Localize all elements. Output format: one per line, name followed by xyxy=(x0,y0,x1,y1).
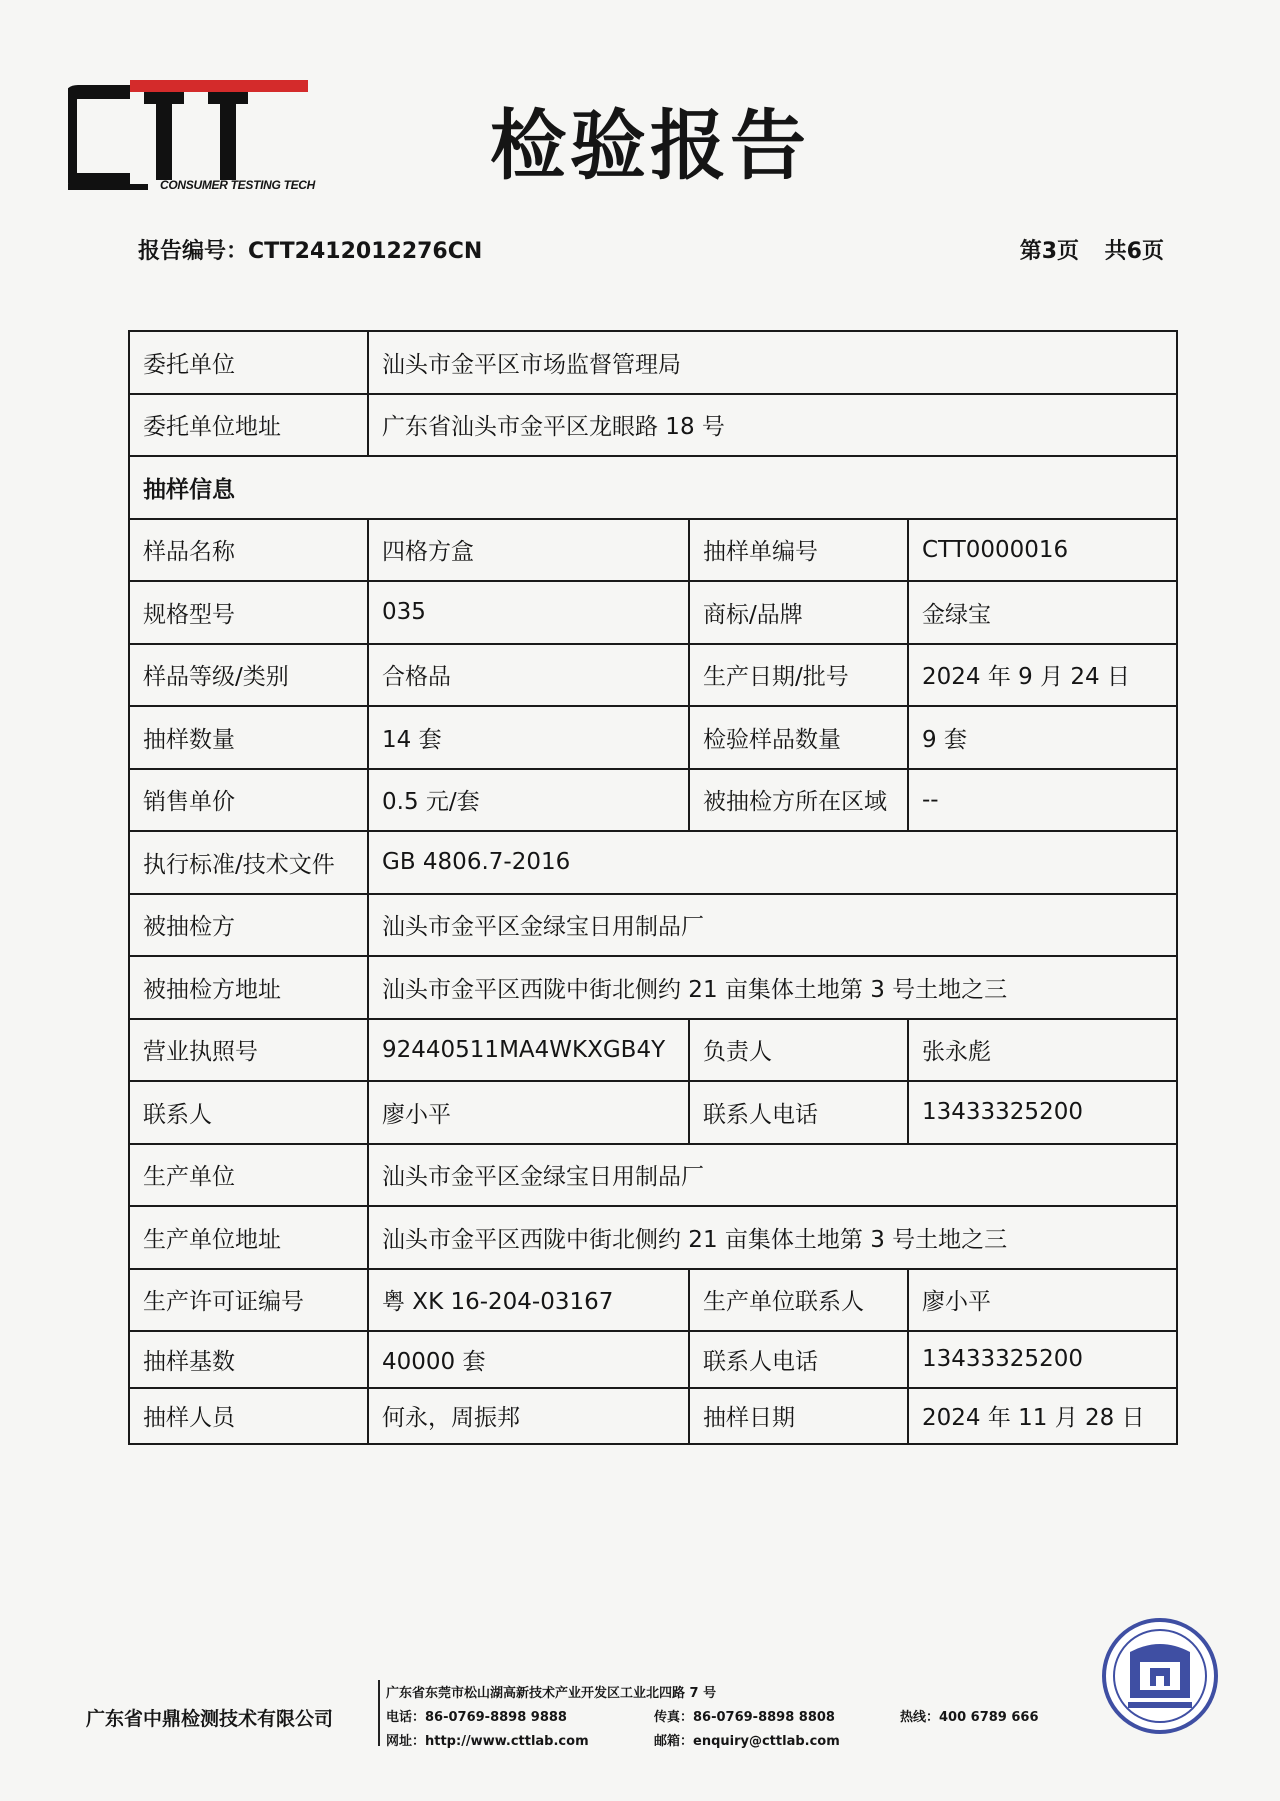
sample-quantity-label: 抽样数量 xyxy=(129,706,368,769)
contact-phone-label: 联系人电话 xyxy=(689,1081,908,1144)
sampling-info-heading: 抽样信息 xyxy=(129,456,1177,519)
entrusting-address-label: 委托单位地址 xyxy=(129,394,368,457)
manufacturer-label: 生产单位 xyxy=(129,1144,368,1207)
logo-tagline: CONSUMER TESTING TECH xyxy=(160,178,316,192)
table-row xyxy=(129,956,1177,1019)
person-in-charge-value: 张永彪 xyxy=(908,1019,1177,1082)
sample-quantity-value: 14 套 xyxy=(368,706,689,769)
sampling-base-value: 40000 套 xyxy=(368,1331,689,1388)
sampling-date-value: 2024 年 11 月 28 日 xyxy=(908,1388,1177,1445)
person-in-charge-label: 负责人 xyxy=(689,1019,908,1082)
production-date-value: 2024 年 9 月 24 日 xyxy=(908,644,1177,707)
standard-label: 执行标准/技术文件 xyxy=(129,831,368,894)
sample-name-value: 四格方盒 xyxy=(368,519,689,582)
table-row xyxy=(129,1206,1177,1269)
table-row xyxy=(129,1081,1177,1144)
unit-price-value: 0.5 元/套 xyxy=(368,769,689,832)
sampled-area-value: -- xyxy=(908,769,1177,832)
entrusting-unit-label: 委托单位 xyxy=(129,331,368,394)
table-row xyxy=(129,394,1177,457)
footer-fax: 传真：86-0769-8898 8808 xyxy=(654,1710,835,1725)
brand-label: 商标/品牌 xyxy=(689,581,908,644)
table-row xyxy=(129,831,1177,894)
grade-label: 样品等级/类别 xyxy=(129,644,368,707)
table-row xyxy=(129,1269,1177,1332)
table-row xyxy=(129,1331,1177,1388)
table-row xyxy=(129,456,1177,519)
table-row xyxy=(129,706,1177,769)
samplers-value: 何永，周振邦 xyxy=(368,1388,689,1445)
footer-email: 邮箱：enquiry@cttlab.com xyxy=(654,1734,840,1749)
entrusting-unit-value: 汕头市金平区市场监督管理局 xyxy=(368,331,1177,394)
unit-price-label: 销售单价 xyxy=(129,769,368,832)
sampled-area-label: 被抽检方所在区域 xyxy=(689,769,908,832)
contact-phone-value: 13433325200 xyxy=(908,1081,1177,1144)
sampling-base-label: 抽样基数 xyxy=(129,1331,368,1388)
footer-hotline: 热线：400 6789 666 xyxy=(900,1710,1039,1725)
sampling-no-value: CTT0000016 xyxy=(908,519,1177,582)
standard-value: GB 4806.7-2016 xyxy=(368,831,1177,894)
test-quantity-value: 9 套 xyxy=(908,706,1177,769)
footer-company-name: 广东省中鼎检测技术有限公司 xyxy=(86,1708,334,1730)
contact-phone-2-value: 13433325200 xyxy=(908,1331,1177,1388)
footer-phone: 电话：86-0769-8898 9888 xyxy=(386,1710,567,1725)
model-value: 035 xyxy=(368,581,689,644)
table-row xyxy=(129,519,1177,582)
page-info: 第3页 共6页 xyxy=(1019,239,1164,264)
sampling-date-label: 抽样日期 xyxy=(689,1388,908,1445)
certification-seal-icon xyxy=(1100,1616,1220,1736)
brand-value: 金绿宝 xyxy=(908,581,1177,644)
business-license-label: 营业执照号 xyxy=(129,1019,368,1082)
table-row xyxy=(129,769,1177,832)
production-license-value: 粤 XK 16-204-03167 xyxy=(368,1269,689,1332)
model-label: 规格型号 xyxy=(129,581,368,644)
manufacturer-address-value: 汕头市金平区西陇中街北侧约 21 亩集体土地第 3 号土地之三 xyxy=(368,1206,1177,1269)
inspected-address-value: 汕头市金平区西陇中街北侧约 21 亩集体土地第 3 号土地之三 xyxy=(368,956,1177,1019)
manufacturer-address-label: 生产单位地址 xyxy=(129,1206,368,1269)
table-row xyxy=(129,894,1177,957)
table-row xyxy=(129,581,1177,644)
sampling-no-label: 抽样单编号 xyxy=(689,519,908,582)
inspected-party-label: 被抽检方 xyxy=(129,894,368,957)
footer-website: 网址：http://www.cttlab.com xyxy=(386,1734,589,1749)
manufacturer-contact-value: 廖小平 xyxy=(908,1269,1177,1332)
table-row xyxy=(129,644,1177,707)
production-date-label: 生产日期/批号 xyxy=(689,644,908,707)
inspection-info-table xyxy=(128,330,1178,1445)
table-row xyxy=(129,331,1177,394)
document-title: 检验报告 xyxy=(490,101,810,190)
production-license-label: 生产许可证编号 xyxy=(129,1269,368,1332)
contact-person-value: 廖小平 xyxy=(368,1081,689,1144)
contact-person-label: 联系人 xyxy=(129,1081,368,1144)
inspected-address-label: 被抽检方地址 xyxy=(129,956,368,1019)
entrusting-address-value: 广东省汕头市金平区龙眼路 18 号 xyxy=(368,394,1177,457)
manufacturer-value: 汕头市金平区金绿宝日用制品厂 xyxy=(368,1144,1177,1207)
table-row xyxy=(129,1388,1177,1445)
contact-phone-2-label: 联系人电话 xyxy=(689,1331,908,1388)
footer-address: 广东省东莞市松山湖高新技术产业开发区工业北四路 7 号 xyxy=(386,1686,717,1701)
test-quantity-label: 检验样品数量 xyxy=(689,706,908,769)
inspected-party-value: 汕头市金平区金绿宝日用制品厂 xyxy=(368,894,1177,957)
grade-value: 合格品 xyxy=(368,644,689,707)
manufacturer-contact-label: 生产单位联系人 xyxy=(689,1269,908,1332)
footer-divider xyxy=(378,1680,380,1746)
sample-name-label: 样品名称 xyxy=(129,519,368,582)
table-row xyxy=(129,1144,1177,1207)
samplers-label: 抽样人员 xyxy=(129,1388,368,1445)
report-number: 报告编号：CTT2412012276CN xyxy=(138,239,483,264)
table-row xyxy=(129,1019,1177,1082)
business-license-value: 92440511MA4WKXGB4Y xyxy=(368,1019,689,1082)
